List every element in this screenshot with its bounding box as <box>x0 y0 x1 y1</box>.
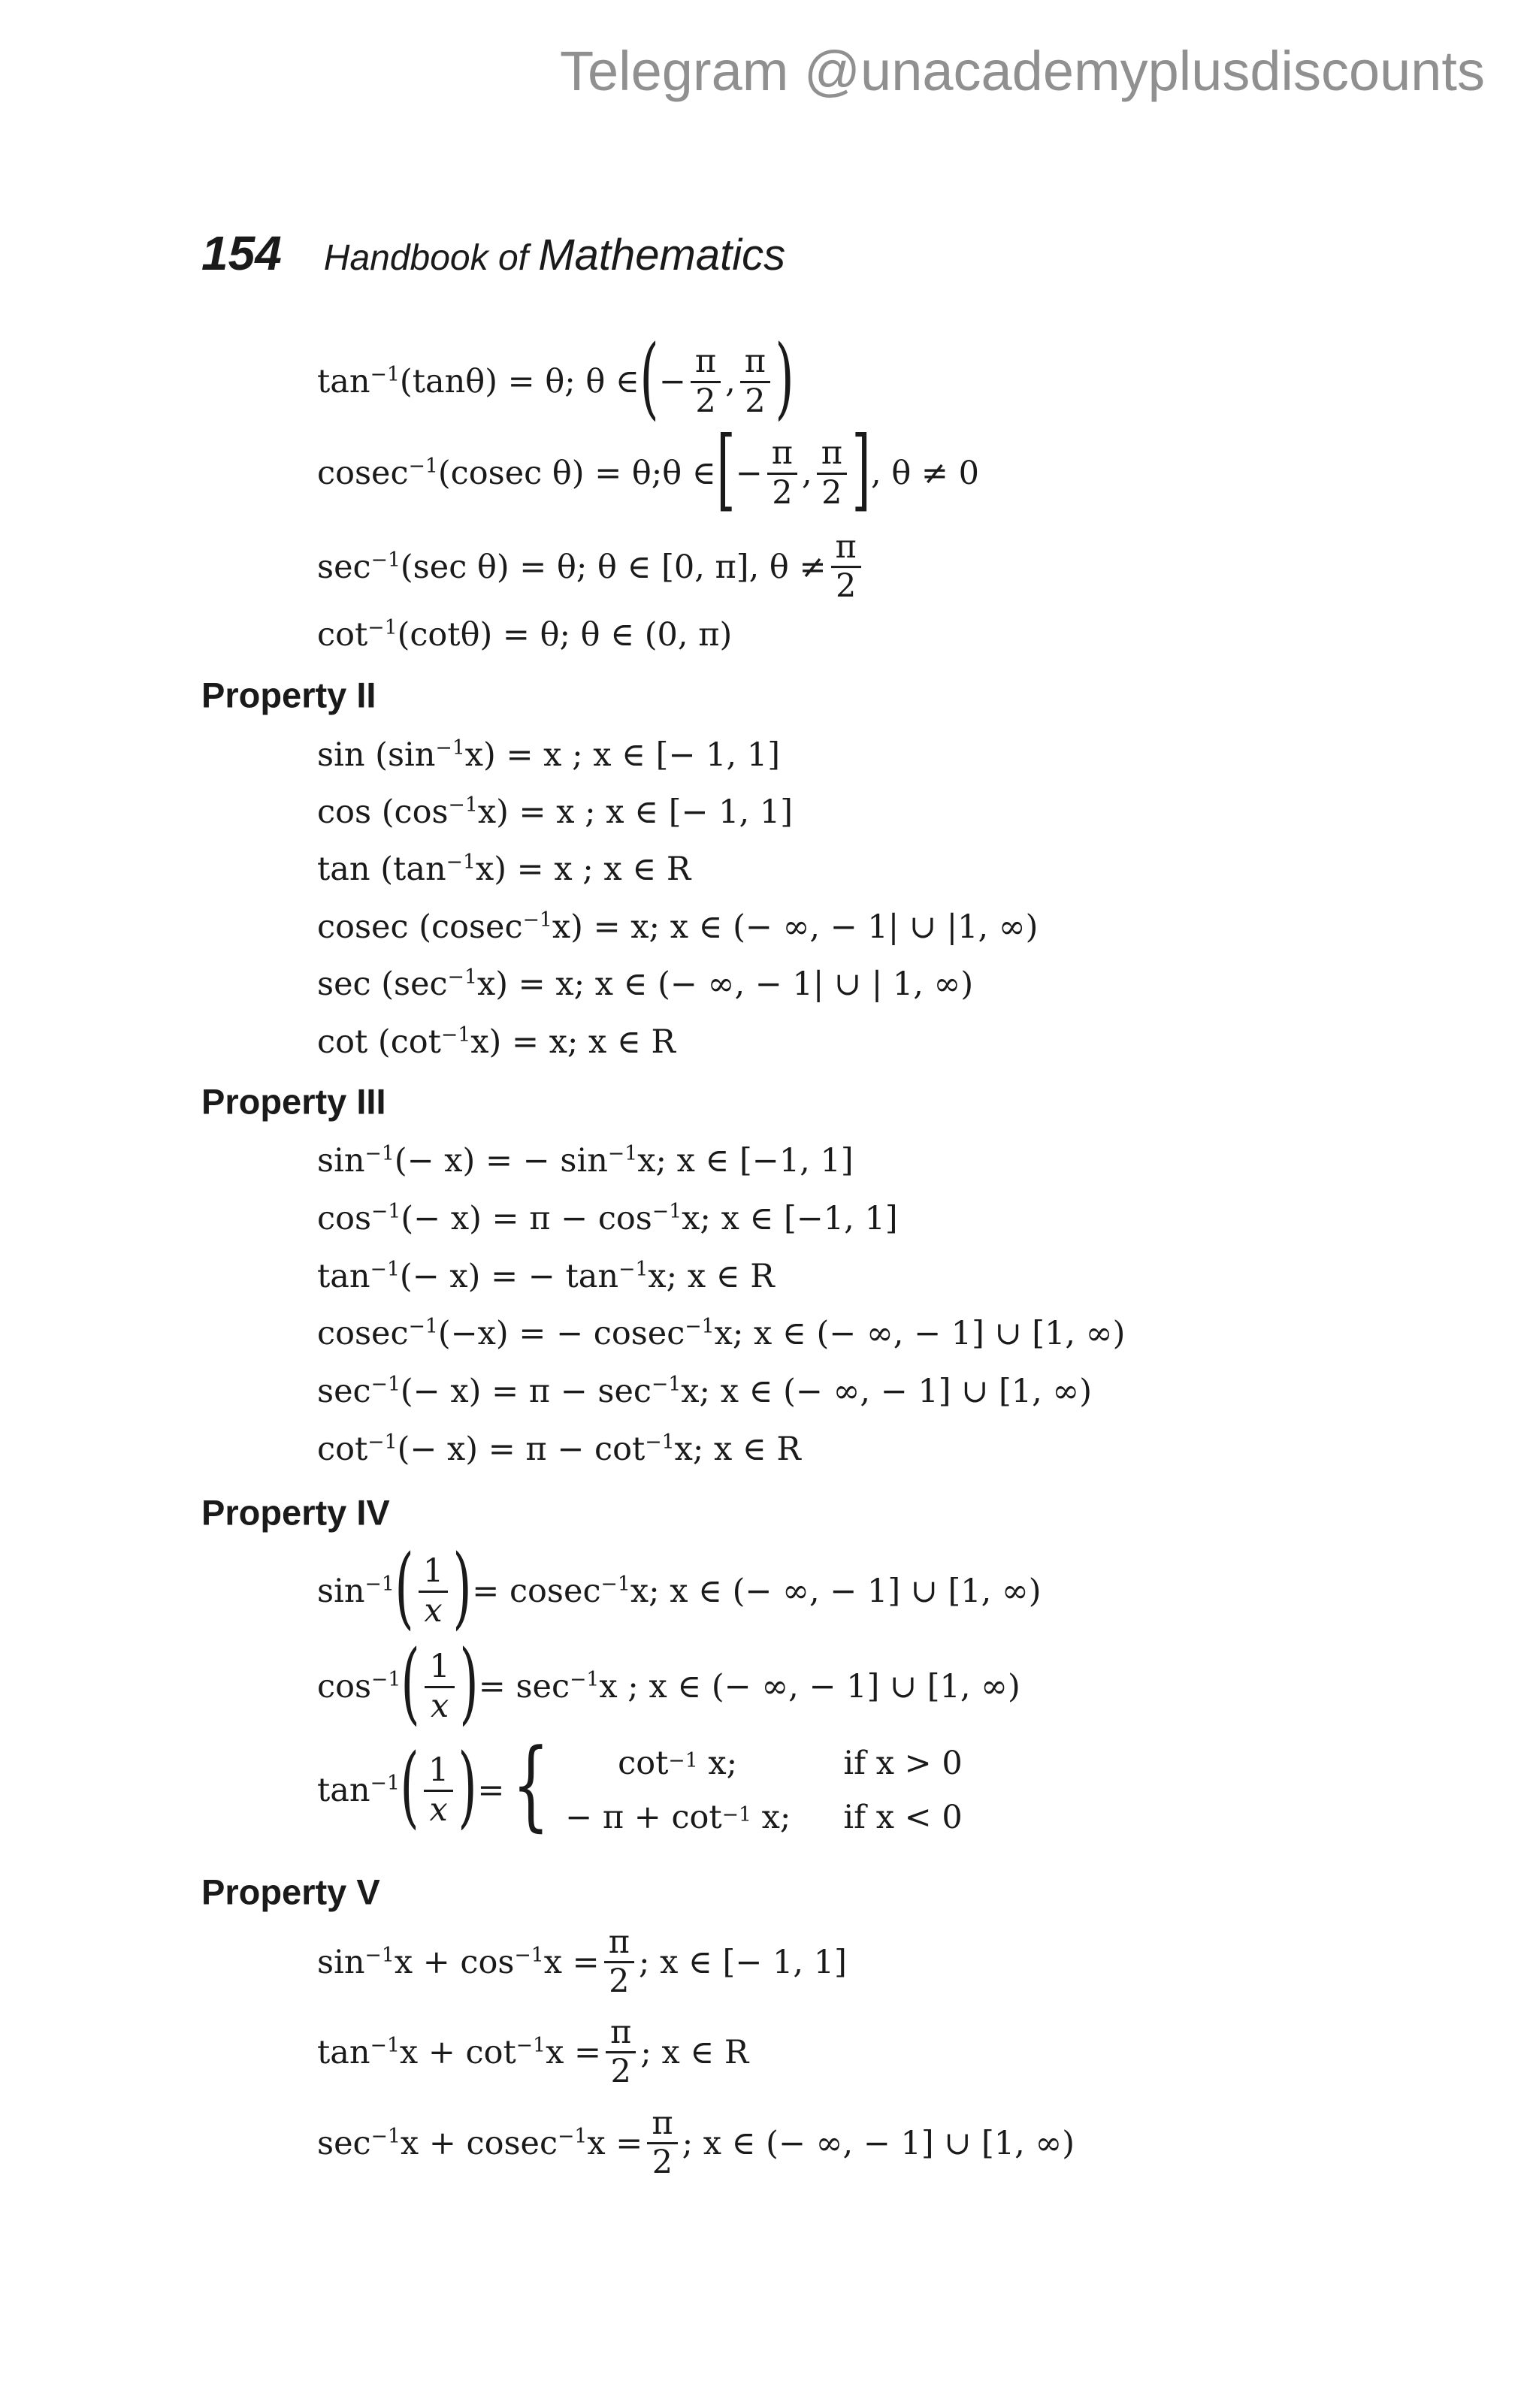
page-header <box>201 225 785 281</box>
page-number: 154 <box>201 226 282 280</box>
heading-property-iii: Property III <box>201 1081 386 1122</box>
watermark: Telegram @unacademyplusdiscounts <box>560 40 1485 102</box>
book-title: Handbook of Mathematics <box>323 231 786 279</box>
heading-property-iv: Property IV <box>201 1492 390 1533</box>
heading-property-v: Property V <box>201 1872 380 1912</box>
heading-property-ii: Property II <box>201 675 376 715</box>
